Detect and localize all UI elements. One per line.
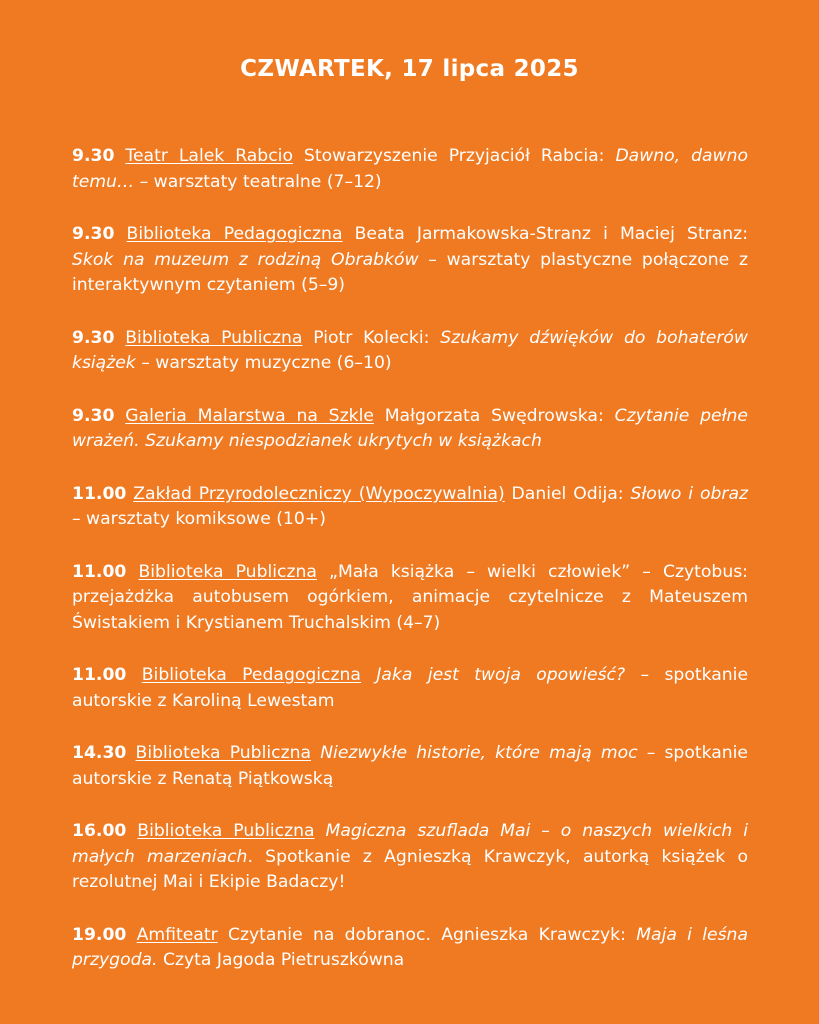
event-time: 9.30 xyxy=(72,405,115,426)
event-description: – warsztaty plastyczne połączone z interaktywnym czytaniem (5–9) xyxy=(72,249,748,295)
event-item xyxy=(72,923,748,974)
event-description: Piotr Kolecki: xyxy=(302,327,441,348)
event-title: Jaka jest twoja opowieść? xyxy=(376,665,626,685)
event-description: – spotkanie autorskie z Karoliną Lewestam xyxy=(72,665,749,711)
event-description xyxy=(361,665,376,685)
event-description: Beata Jarmakowska-Stranz i Maciej Stranz: xyxy=(342,224,748,244)
event-description: Czyta Jagoda Pietruszkówna xyxy=(157,950,405,970)
event-venue-link[interactable]: Biblioteka Publiczna xyxy=(138,561,317,582)
event-title: Dawno, dawno temu… xyxy=(72,146,749,192)
event-item xyxy=(72,741,748,792)
event-description: Małgorzata Swędrowska: xyxy=(373,405,615,426)
event-time: 9.30 xyxy=(72,224,115,244)
event-title: Magiczna szuflada Mai – o naszych wielkich i małych marzeniach xyxy=(72,821,748,867)
event-time: 11.00 xyxy=(72,483,127,504)
event-description: – warsztaty teatralne (7–12) xyxy=(134,171,382,192)
event-item xyxy=(72,404,748,455)
event-description: – spotkanie autorskie z Renatą Piątkowską xyxy=(72,743,749,789)
event-venue-link[interactable]: Amfiteatr xyxy=(136,924,218,945)
event-item xyxy=(72,144,748,195)
event-venue-link[interactable]: Biblioteka Publiczna xyxy=(135,743,312,763)
event-time: 16.00 xyxy=(72,821,127,841)
event-item xyxy=(72,326,748,377)
event-title: Szukamy dźwięków do bohaterów książek xyxy=(72,327,748,373)
event-venue-link[interactable]: Biblioteka Publiczna xyxy=(125,327,303,348)
event-time: 19.00 xyxy=(72,924,127,945)
event-item xyxy=(72,819,748,896)
event-time: 9.30 xyxy=(72,146,115,166)
event-description: Stowarzyszenie Przyjaciół Rabcia: xyxy=(292,146,616,166)
event-description xyxy=(311,743,320,763)
event-item xyxy=(72,222,748,299)
event-description: Czytanie na dobranoc. Agnieszka Krawczyk: xyxy=(217,924,637,945)
event-title: Skok na muzeum z rodziną Obrabków xyxy=(72,249,419,270)
event-title: Niezwykłe historie, które mają moc xyxy=(320,743,638,763)
event-time: 9.30 xyxy=(72,327,115,348)
event-description: Daniel Odija: xyxy=(504,483,631,504)
event-venue-link[interactable]: Biblioteka Pedagogiczna xyxy=(126,224,343,244)
event-time: 11.00 xyxy=(72,561,127,582)
event-description: – warsztaty komiksowe (10+) xyxy=(72,509,326,529)
event-title: Maja i leśna przygoda. xyxy=(72,924,748,970)
event-venue-link[interactable]: Biblioteka Pedagogiczna xyxy=(141,665,361,685)
page-title: CZWARTEK, 17 lipca 2025 xyxy=(240,56,579,82)
event-description: – warsztaty muzyczne (6–10) xyxy=(135,353,392,373)
event-time: 14.30 xyxy=(72,743,127,763)
event-list xyxy=(72,144,748,1001)
event-time: 11.00 xyxy=(72,665,127,685)
event-venue-link[interactable]: Teatr Lalek Rabcio xyxy=(125,146,293,166)
event-description: „Mała książka – wielki człowiek” – Czytobus: przejażdżka autobusem ogórkiem, animacje czytelnicze z Mateuszem Świstakiem i Krystianem Truchalskim (4–7) xyxy=(72,561,748,633)
event-title: Czytanie pełne wrażeń. Szukamy niespodzianek ukrytych w książkach xyxy=(72,405,748,451)
event-description: . Spotkanie z Agnieszką Krawczyk, autorką książek o rezolutnej Mai i Ekipie Badaczy! xyxy=(72,846,748,892)
event-venue-link[interactable]: Galeria Malarstwa na Szkle xyxy=(125,405,374,426)
event-description xyxy=(315,821,326,841)
event-item xyxy=(72,663,748,714)
event-item xyxy=(72,560,748,637)
event-venue-link[interactable]: Zakład Przyrodoleczniczy (Wypoczywalnia) xyxy=(133,483,505,504)
event-venue-link[interactable]: Biblioteka Publiczna xyxy=(137,821,315,841)
event-item xyxy=(72,482,748,533)
event-title: Słowo i obraz xyxy=(630,483,748,504)
